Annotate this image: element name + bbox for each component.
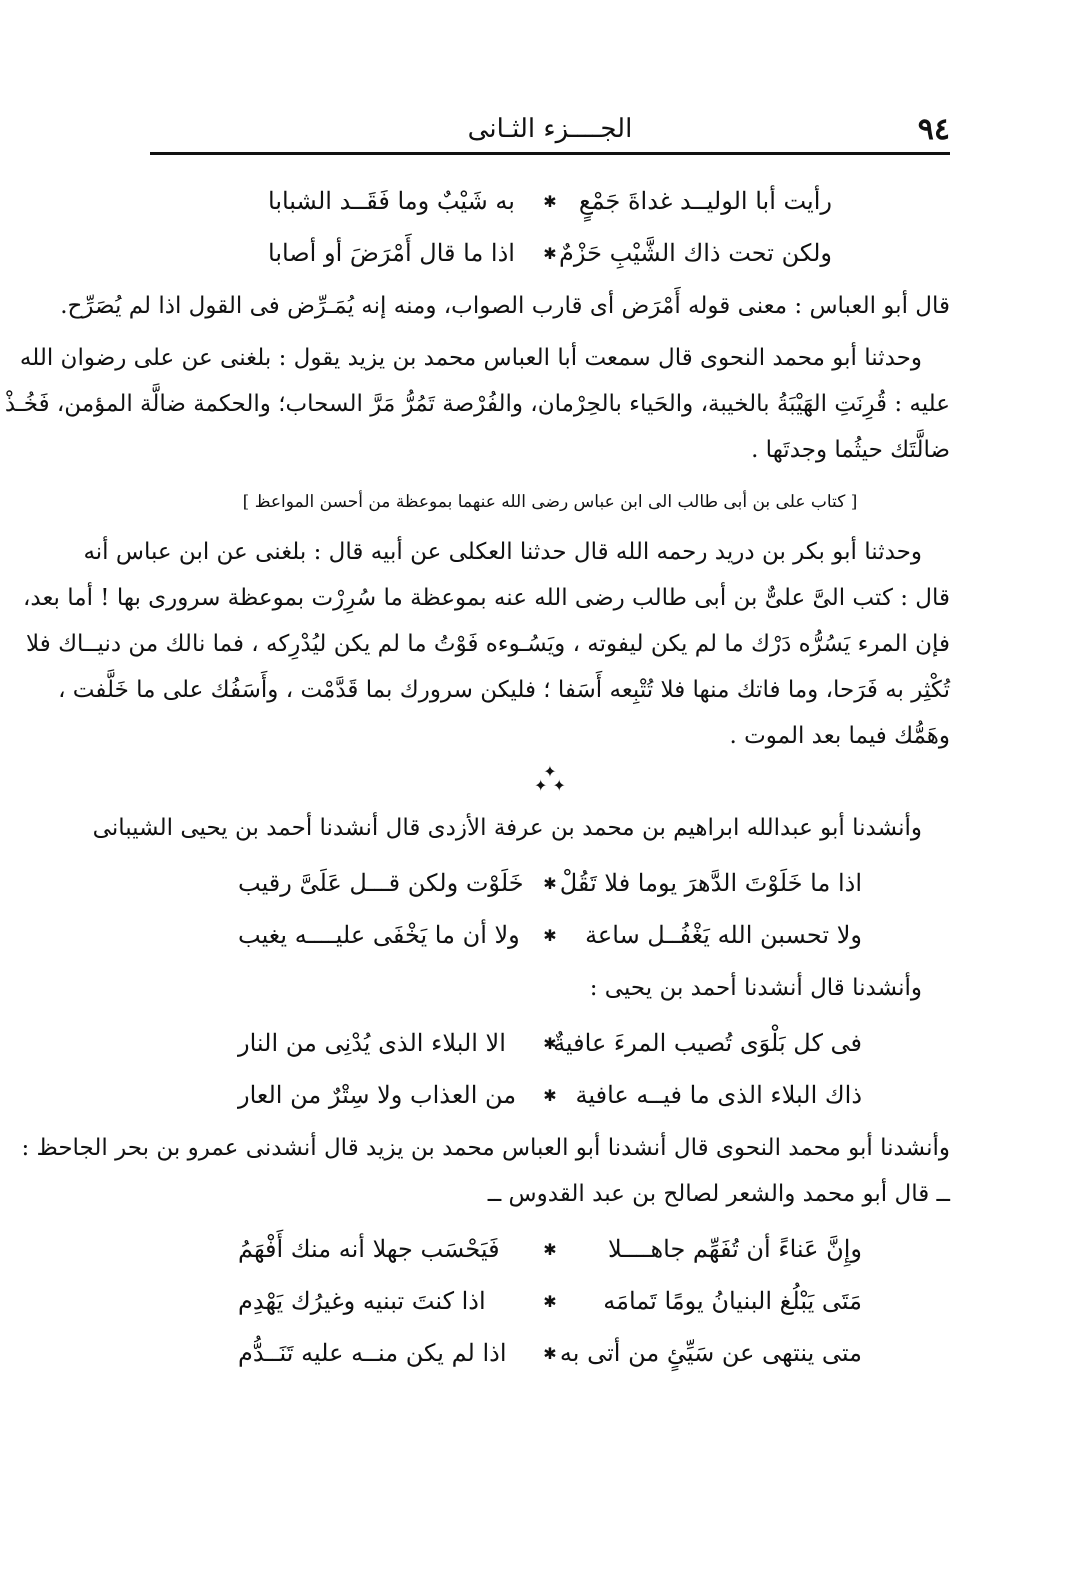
- text-line: ضالَّتَك حيثُما وجدتَها .: [751, 437, 950, 463]
- text-line: تُكْثِر به فَرَحا، وما فاتك منها فلا تُتْبِعه أَسَفا ؛ فليكن سرورك بما قَدَّمْت ، وأَسَفُك على ما خَلَّفت ،: [58, 677, 950, 703]
- paragraph-explanation: [60, 283, 950, 329]
- verse-line: [150, 1327, 950, 1379]
- verse-second-hemistich: ولا أن ما يَخْفَى عليــــه يغيب: [238, 921, 520, 949]
- verse-line: [150, 1017, 950, 1069]
- verse-second-hemistich: به شَيْبٌ وما فَقَــد الشبابا: [268, 187, 515, 215]
- text-line: ــ قال أبو محمد والشعر لصالح بن عبد القدوس ــ: [487, 1181, 950, 1207]
- verse-first-hemistich: متى ينتهى عن سَيِّئٍ من أتى به: [559, 1339, 862, 1367]
- verse-separator: ✱: [543, 1033, 557, 1053]
- verse-first-hemistich: اذا ما خَلَوْتَ الدَّهرَ يوما فلا تَقُلْ: [559, 869, 862, 897]
- verse-first-hemistich: وإِنَّ عَناءً أن تُفَهِّم جاهــــلا: [608, 1235, 862, 1263]
- verse-line: [150, 175, 950, 227]
- running-title: الجــــزء الثـانى: [467, 114, 633, 144]
- verse-separator: ✱: [543, 243, 557, 263]
- verse-separator: ✱: [543, 1239, 557, 1259]
- verse-line: [150, 1275, 950, 1327]
- verse-first-hemistich: رأيت أبا الوليــد غداةَ جَمْعٍ: [578, 187, 832, 215]
- verse-first-hemistich: مَتَى يَبْلُغ البنيانُ يومًا تَمامَه: [603, 1287, 862, 1315]
- ornament-divider: [150, 762, 950, 801]
- verse-first-hemistich: ذاك البلاء الذى ما فيــه عافية: [575, 1081, 862, 1109]
- verse-line: [150, 227, 950, 279]
- verse-separator: ✱: [543, 873, 557, 893]
- verse-separator: ✱: [543, 1085, 557, 1105]
- verse-first-hemistich: ولكن تحت ذاك الشَّيْبِ حَزْمٌ: [559, 239, 832, 267]
- verse-line: [150, 857, 950, 909]
- ornament-top: ✦: [543, 762, 557, 781]
- paragraph-recitation-2: [150, 965, 950, 1011]
- verse-second-hemistich: الا البلاء الذى يُدْنِى من النار: [238, 1029, 506, 1057]
- paragraph-recitation-intro: [92, 805, 950, 851]
- text-line: قال أبو العباس : معنى قوله أَمْرَض أى قارب الصواب، ومنه إنه يُمَـرِّض فى القول اذا لم يُصَرِّح.: [60, 293, 950, 319]
- verse-separator: ✱: [543, 925, 557, 945]
- verse-second-hemistich: اذا كنتَ تبنيه وغيرُك يَهْدِم: [238, 1287, 486, 1315]
- verse-line: [150, 1069, 950, 1121]
- paragraph-ali-saying: [4, 335, 950, 473]
- verse-second-hemistich: اذا ما قال أَمْرَضَ أو أصابا: [268, 239, 515, 267]
- verse-second-hemistich: من العذاب ولا سِتْرٌ من العار: [238, 1081, 517, 1109]
- verse-line: [150, 1223, 950, 1275]
- text-line: وهَمُّك فيما بعد الموت .: [729, 723, 950, 749]
- text-line: وأنشدنا قال أنشدنا أحمد بن يحيى :: [589, 975, 922, 1001]
- text-line: وحدثنا أبو محمد النحوى قال سمعت أبا العباس محمد بن يزيد يقول : بلغنى عن على رضوان الله: [19, 345, 922, 371]
- verse-second-hemistich: فَيَحْسَب جهلا أنه منك أَفْهَمُ: [238, 1235, 500, 1263]
- ornament-bottom: ✦ ✦: [534, 776, 566, 795]
- text-line: عليه : قُرِنَتِ الهَيْبَةُ بالخيبة، والحَياء بالحِرْمان، والفُرْصة تَمُرُّ مَرَّ السحاب؛ والحكمة ضالَّة المؤمن، فَخُـذْ: [4, 391, 950, 417]
- page-header: [150, 112, 950, 152]
- verse-second-hemistich: اذا لم يكن منــه عليه تَنَــدُّم: [238, 1339, 507, 1367]
- verse-first-hemistich: ولا تحسبن الله يَغْفُــل ساعة: [585, 921, 862, 949]
- text-line: وأنشدنا أبو عبدالله ابراهيم بن محمد بن عرفة الأزدى قال أنشدنا أحمد بن يحيى الشيبانى: [92, 815, 922, 841]
- text-line: وحدثنا أبو بكر بن دريد رحمه الله قال حدثنا العكلى عن أبيه قال : بلغنى عن ابن عباس أنه: [83, 539, 922, 565]
- verse-separator: ✱: [543, 191, 557, 211]
- verse-separator: ✱: [543, 1291, 557, 1311]
- verse-line: [150, 909, 950, 961]
- page-number: ٩٤: [917, 112, 950, 147]
- text-line: قال : كتب الىَّ علىٌّ بن أبى طالب رضى الله عنه بموعظة ما سُرِرْت بموعظة سرورى بها ! أما بعد،: [22, 585, 950, 611]
- text-line: وأنشدنا أبو محمد النحوى قال أنشدنا أبو العباس محمد بن يزيد قال أنشدنى عمرو بن بحر الجاحظ :: [21, 1135, 950, 1161]
- text-line: فإن المرء يَسُرُّه دَرْك ما لم يكن ليفوته ، ويَسُـوءه فَوْتُ ما لم يكن ليُدْرِكه ، فما نالك من دنيــاك فلا: [26, 631, 950, 657]
- header-rule: [150, 152, 950, 155]
- verse-first-hemistich: فى كل بَلْوَى تُصيب المرءَ عافيةٌ: [553, 1029, 862, 1057]
- paragraph-letter: [22, 529, 950, 759]
- verse-second-hemistich: خَلَوْت ولكن قـــل عَلَىَّ رقيب: [238, 869, 524, 897]
- paragraph-recitation-3: [21, 1125, 950, 1217]
- verse-separator: ✱: [543, 1343, 557, 1363]
- page-body: [4, 175, 950, 1379]
- section-heading: [ كتاب على بن أبى طالب الى ابن عباس رضى الله عنهما بموعظة من أحسن المواعظ ]: [242, 492, 858, 512]
